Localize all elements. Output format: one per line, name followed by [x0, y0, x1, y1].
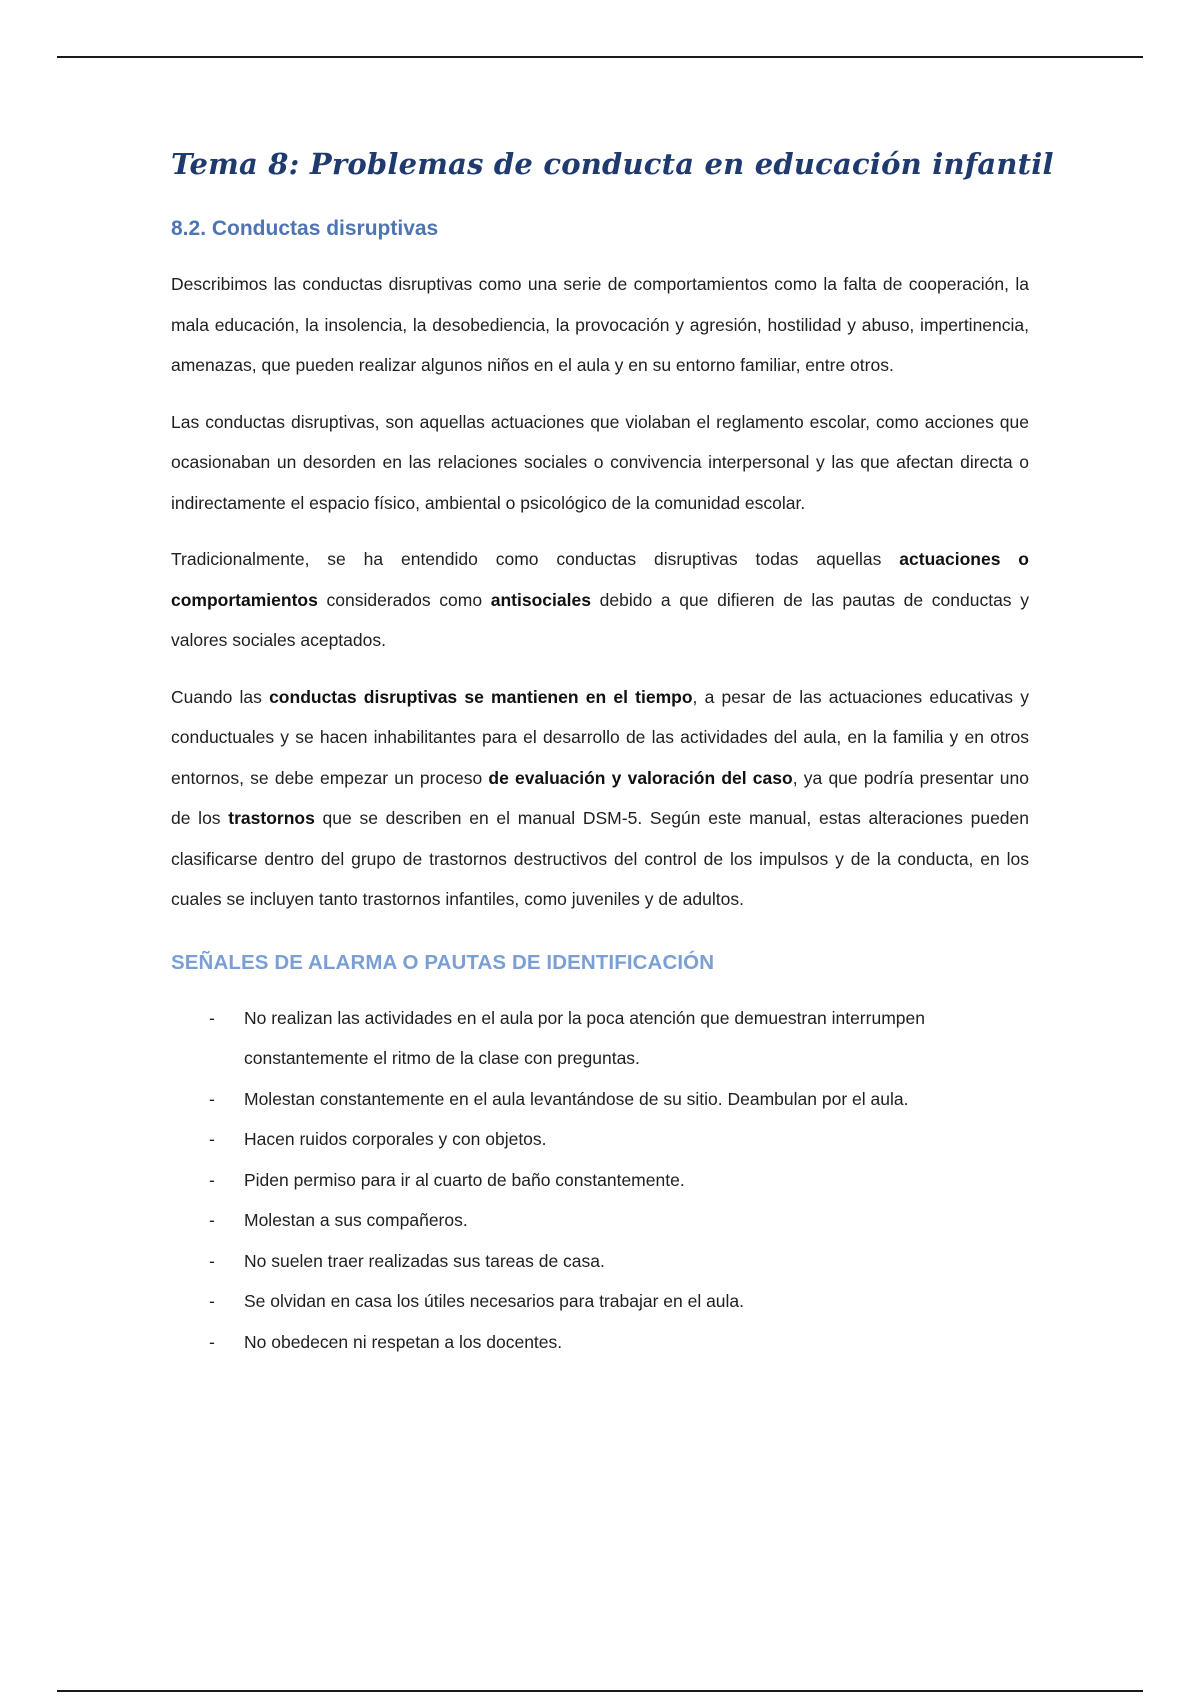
list-bullet: -	[209, 1210, 215, 1230]
list-item	[171, 1079, 1029, 1120]
list-bullet: -	[209, 1331, 215, 1352]
bold-text: de evaluación y valoración del caso	[488, 767, 793, 788]
list-item-text: Hacen ruidos corporales y con objetos.	[244, 1129, 547, 1149]
footer-rule	[57, 1690, 1143, 1692]
paragraph	[171, 677, 1029, 920]
text: debido a que difieren de las pautas de conductas y valores sociales aceptados.	[171, 589, 1029, 650]
document-body	[171, 138, 1054, 1362]
alarm-heading: SEÑALES DE ALARMA O PAUTAS DE IDENTIFICACIÓN	[171, 950, 715, 974]
alarm-list	[171, 998, 1029, 1363]
bold-text: actuaciones o comportamientos	[171, 549, 1029, 610]
section-heading: 8.2. Conductas disruptivas	[171, 217, 439, 240]
text: Las conductas disruptivas, son aquellas actuaciones que violaban el reglamento escolar, como acciones que ocasionaban un desorden en las relaciones sociales o convivencia interpersonal y las que afectan directa o indirectamente el espacio físico, ambiental o psicológico de la comunidad escolar.	[171, 411, 1029, 513]
list-item-text: Piden permiso para ir al cuarto de baño constantemente.	[244, 1169, 685, 1190]
text: Describimos las conductas disruptivas como una serie de comportamientos como la falta de cooperación, la mala educación, la insolencia, la desobediencia, la provocación y agresión, hostilidad y abuso, impertinencia, amenazas, que pueden realizar algunos niños en el aula y en su entorno familiar, entre otros.	[171, 274, 1029, 375]
list-bullet: -	[209, 1291, 215, 1311]
list-item	[171, 998, 1029, 1079]
list-bullet: -	[209, 1250, 215, 1271]
list-item-text: No realizan las actividades en el aula por la poca atención que demuestran interrumpen constantemente el ritmo de la clase con preguntas.	[244, 1007, 925, 1068]
list-bullet: -	[209, 1007, 215, 1028]
list-item	[171, 1281, 1029, 1322]
paragraphs	[171, 264, 1029, 920]
list-bullet: -	[209, 1129, 215, 1149]
list-bullet: -	[209, 1088, 215, 1109]
text: , ya que podría presentar uno de los	[171, 767, 1029, 828]
list-item-text: Molestan a sus compañeros.	[244, 1210, 468, 1230]
text: Tradicionalmente, se ha entendido como conductas disruptivas todas aquellas	[171, 549, 900, 569]
bold-text: trastornos	[228, 808, 315, 828]
bold-text: conductas disruptivas se mantienen en el tiempo	[269, 686, 693, 707]
text: , a pesar de las actuaciones educativas y conductuales y se hacen inhabilitantes para el desarrollo de las actividades del aula, en la familia y en otros entornos, se debe empezar un proceso	[171, 686, 1029, 788]
list-item	[171, 1200, 1029, 1241]
list-item	[171, 1241, 1029, 1282]
paragraph	[171, 539, 1029, 661]
text: que se describen en el manual DSM-5. Según este manual, estas alteraciones pueden clasificarse dentro del grupo de trastornos destructivos del control de los impulsos y de la conducta, en los cuales se incluyen tanto trastornos infantiles, como juveniles y de adultos.	[171, 808, 1030, 909]
list-bullet: -	[209, 1169, 215, 1190]
text: Cuando las	[171, 686, 270, 707]
list-item-text: Se olvidan en casa los útiles necesarios para trabajar en el aula.	[244, 1291, 745, 1311]
list-item-text: Molestan constantemente en el aula levantándose de su sitio. Deambulan por el aula.	[244, 1088, 909, 1109]
paragraph	[171, 264, 1029, 386]
list-item	[171, 1322, 1029, 1363]
list-item-text: No obedecen ni respetan a los docentes.	[244, 1331, 563, 1352]
header-rule	[57, 56, 1143, 58]
page-title: Tema 8: Problemas de conducta en educación infantil	[171, 147, 1054, 181]
list-item-text: No suelen traer realizadas sus tareas de casa.	[244, 1250, 605, 1271]
bold-text: antisociales	[490, 589, 591, 610]
paragraph	[171, 402, 1029, 524]
text: considerados como	[317, 589, 491, 610]
list-item	[171, 1119, 1029, 1160]
list-item	[171, 1160, 1029, 1201]
